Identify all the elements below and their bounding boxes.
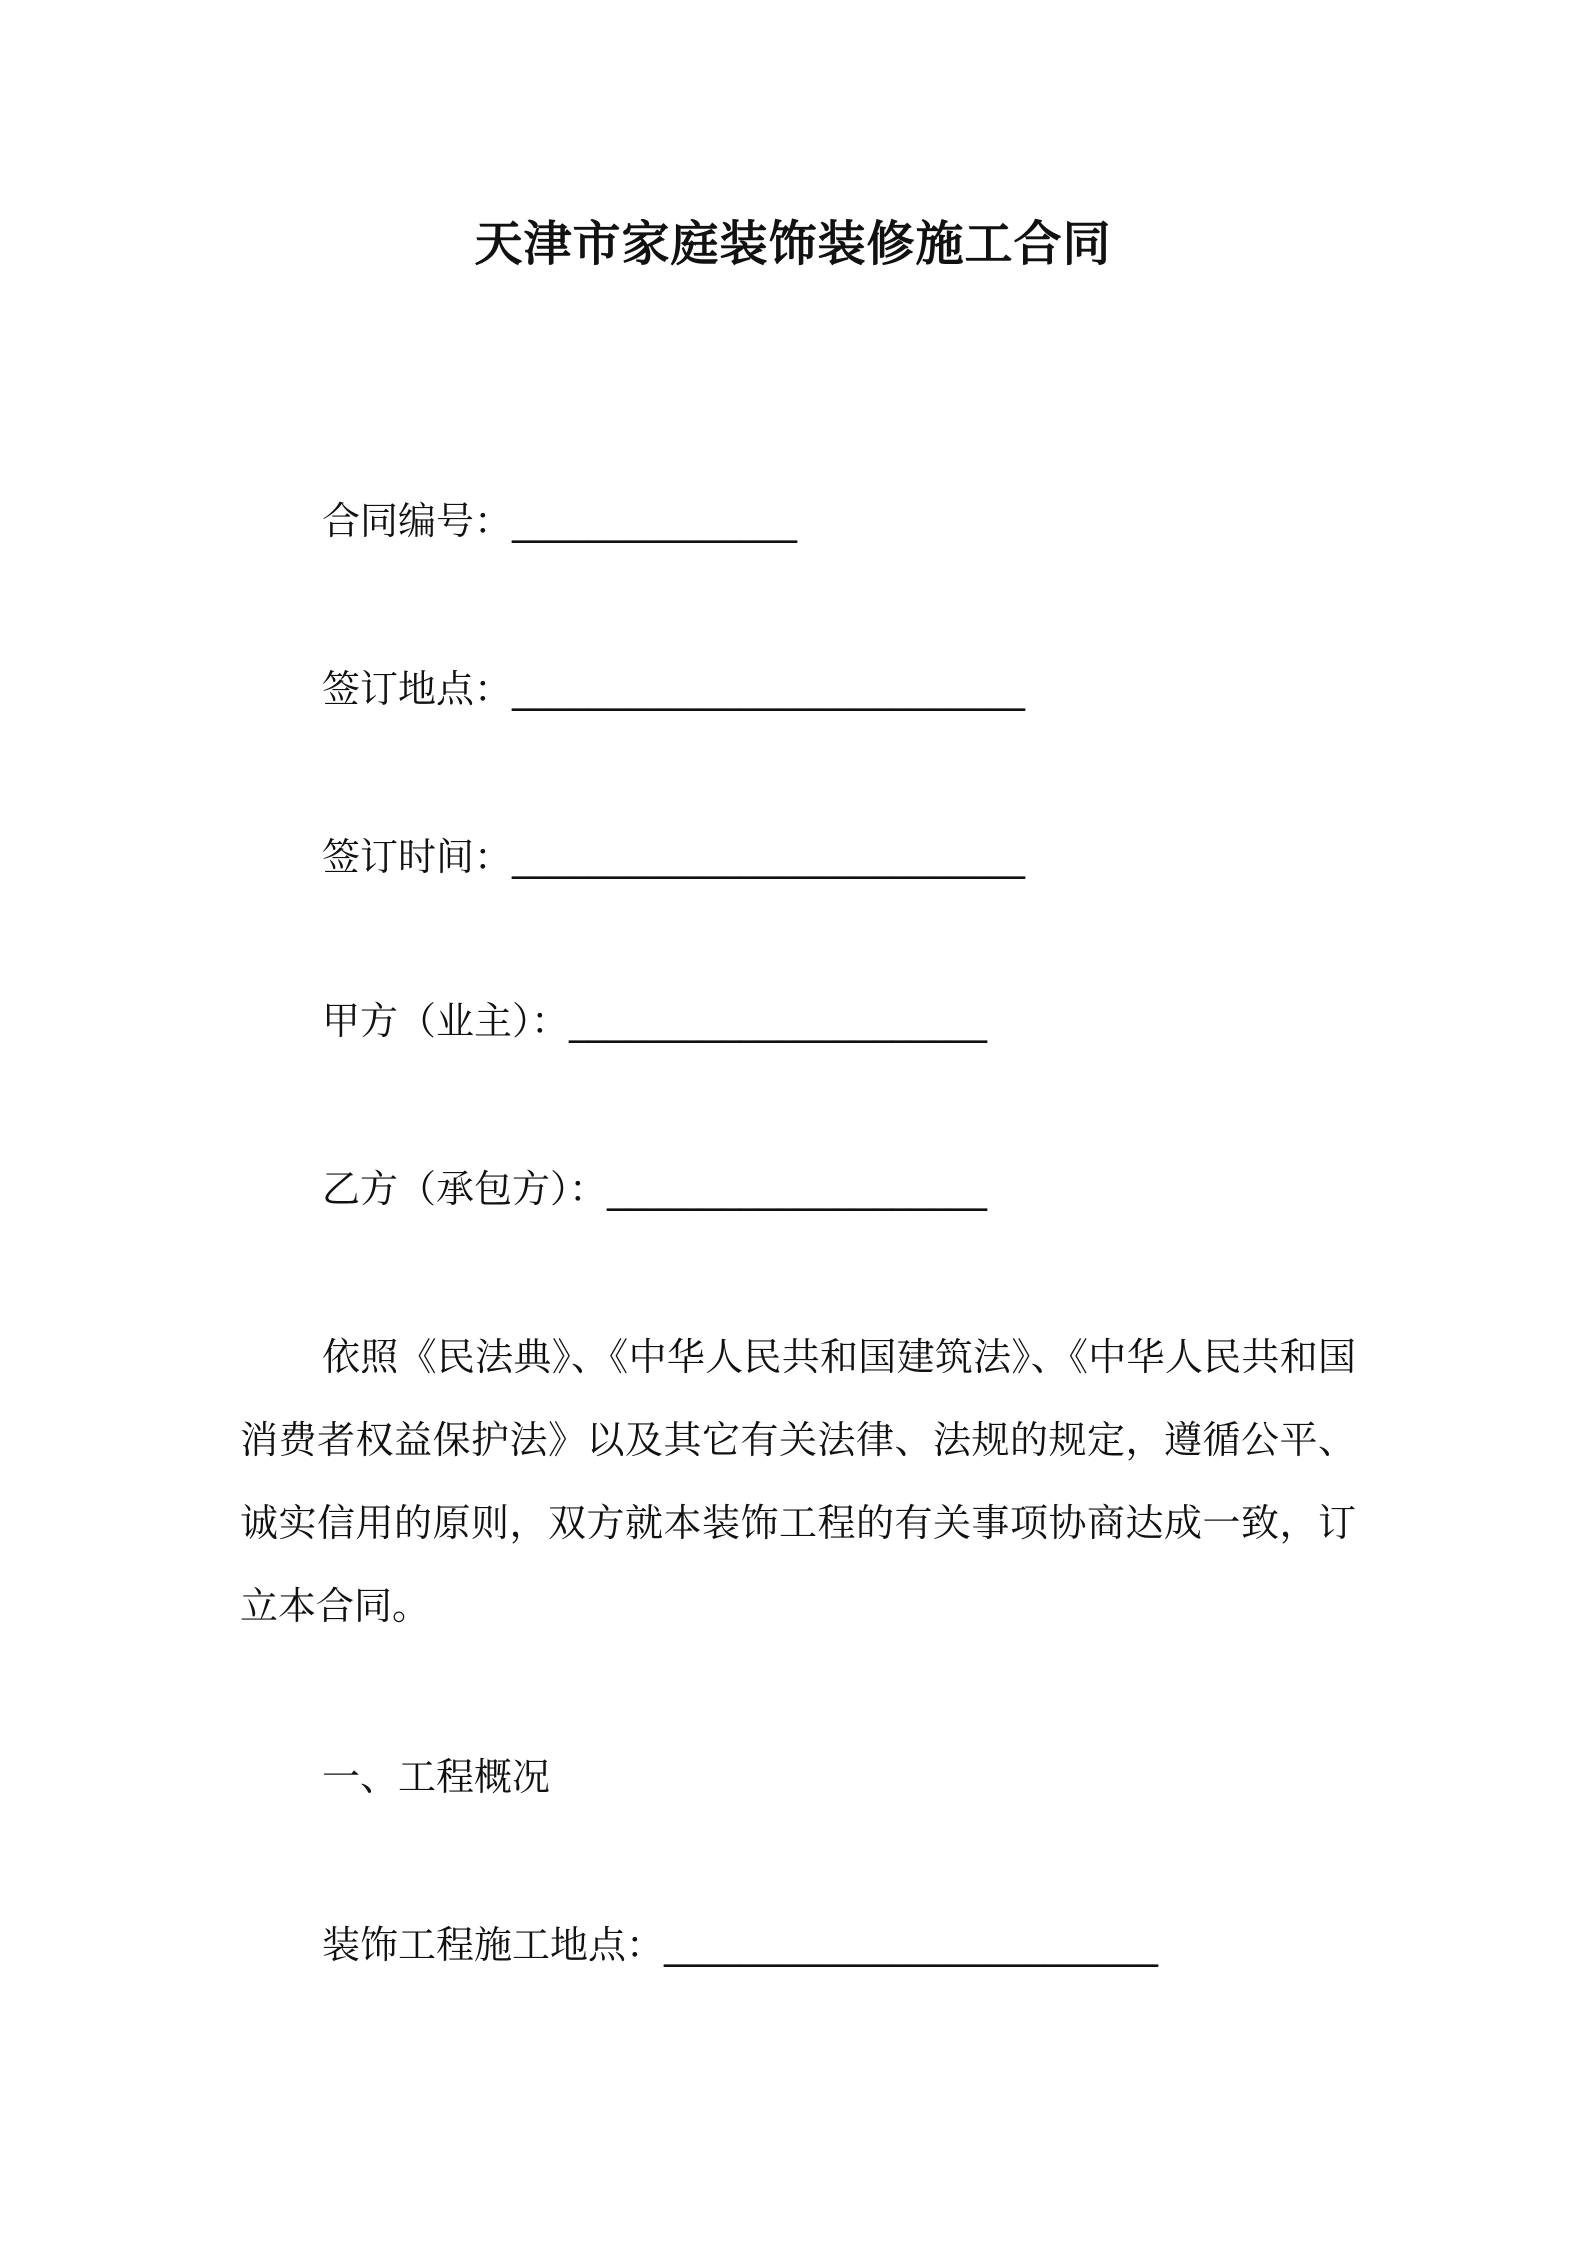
party-a-label: 甲方（业主）： (322, 999, 570, 1043)
signing-place-blank: ___________________________ (512, 667, 1026, 711)
site-location-blank: __________________________ (664, 1923, 1159, 1967)
signing-place-field (322, 664, 1025, 714)
section-1-heading: 一、工程概况 (322, 1755, 551, 1799)
party-a-blank: ______________________ (569, 999, 988, 1043)
document-title: 天津市家庭装饰装修施工合同 (474, 216, 1112, 272)
party-b-field (322, 1164, 987, 1214)
intro-paragraph: 依照《民法典》、《中华人民共和国建筑法》、《中华人民共和国消费者权益保护法》以及其它有关法律、法规的规定，遵循公平、诚实信用的原则，双方就本装饰工程的有关事项协商达成一致，订立本合同。 (240, 1335, 1356, 1628)
contract-number-label: 合同编号： (322, 499, 513, 543)
contract-number-blank: _______________ (512, 499, 798, 543)
party-a-field (322, 996, 987, 1046)
signing-time-blank: ___________________________ (512, 835, 1026, 879)
signing-time-label: 签订时间： (322, 835, 513, 879)
signing-place-label: 签订地点： (322, 667, 513, 711)
party-b-label: 乙方（承包方）： (322, 1167, 608, 1211)
site-location-field (322, 1920, 1158, 1970)
contract-number-field (322, 496, 797, 546)
site-location-label: 装饰工程施工地点： (322, 1923, 665, 1967)
party-b-blank: ____________________ (607, 1167, 988, 1211)
signing-time-field (322, 832, 1025, 882)
